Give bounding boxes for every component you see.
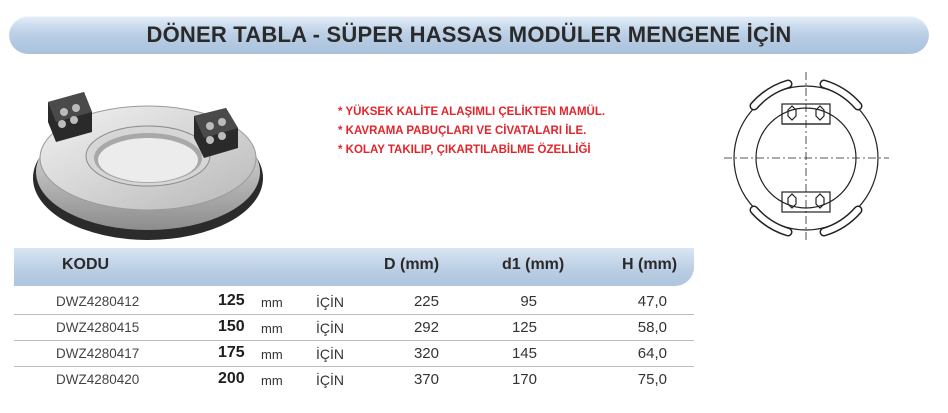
cell-h: 58,0 [637,319,667,336]
page-title: DÖNER TABLA - SÜPER HASSAS MODÜLER MENGENE İÇİN [146,22,792,47]
cell-d1: 170 [511,371,537,388]
cell-code: DWZ4280415 [56,320,140,335]
table-row [14,315,694,340]
column-header-code: KODU [62,256,110,273]
cell-d1: 145 [511,345,537,362]
cell-code: DWZ4280420 [56,372,140,387]
cell-h: 64,0 [637,345,667,362]
cell-code: DWZ4280417 [56,346,140,361]
cell-size: 125 [218,292,245,309]
column-header-d1: d1 (mm) [502,256,565,273]
cell-d1: 95 [520,293,537,310]
cell-for: İÇİN [316,346,344,362]
cell-size: 175 [218,344,245,361]
table-row [14,367,694,392]
cell-d: 370 [413,371,439,388]
cell-unit: mm [261,347,283,362]
cell-h: 75,0 [637,371,667,388]
column-header-d: D (mm) [384,256,440,273]
cell-size: 150 [218,318,245,335]
feature-list [338,103,605,160]
cell-unit: mm [261,295,283,310]
feature-item: * KAVRAMA PABUÇLARI VE CİVATALARI İLE. [338,125,587,137]
technical-drawing [724,70,889,245]
cell-d1: 125 [511,319,537,336]
column-header-h: H (mm) [622,256,678,273]
row-divider [14,314,694,315]
cell-code: DWZ4280412 [56,294,140,309]
cell-d: 225 [413,293,439,310]
table-row [14,289,694,314]
cell-d: 292 [413,319,439,336]
feature-item: * KOLAY TAKILIP, ÇIKARTILABİLME ÖZELLİĞİ [338,144,591,156]
product-image [26,80,276,255]
cell-size: 200 [218,370,245,387]
cell-for: İÇİN [316,372,344,388]
feature-item: * YÜKSEK KALİTE ALAŞIMLI ÇELİKTEN MAMÜL. [338,106,606,118]
row-divider [14,340,694,341]
cell-for: İÇİN [316,320,344,336]
row-divider [14,366,694,367]
cell-h: 47,0 [637,293,667,310]
cell-for: İÇİN [316,294,344,310]
cell-d: 320 [413,345,439,362]
table-header [14,248,694,286]
cell-unit: mm [261,373,283,388]
table-row [14,341,694,366]
title-bar [9,16,929,54]
cell-unit: mm [261,321,283,336]
